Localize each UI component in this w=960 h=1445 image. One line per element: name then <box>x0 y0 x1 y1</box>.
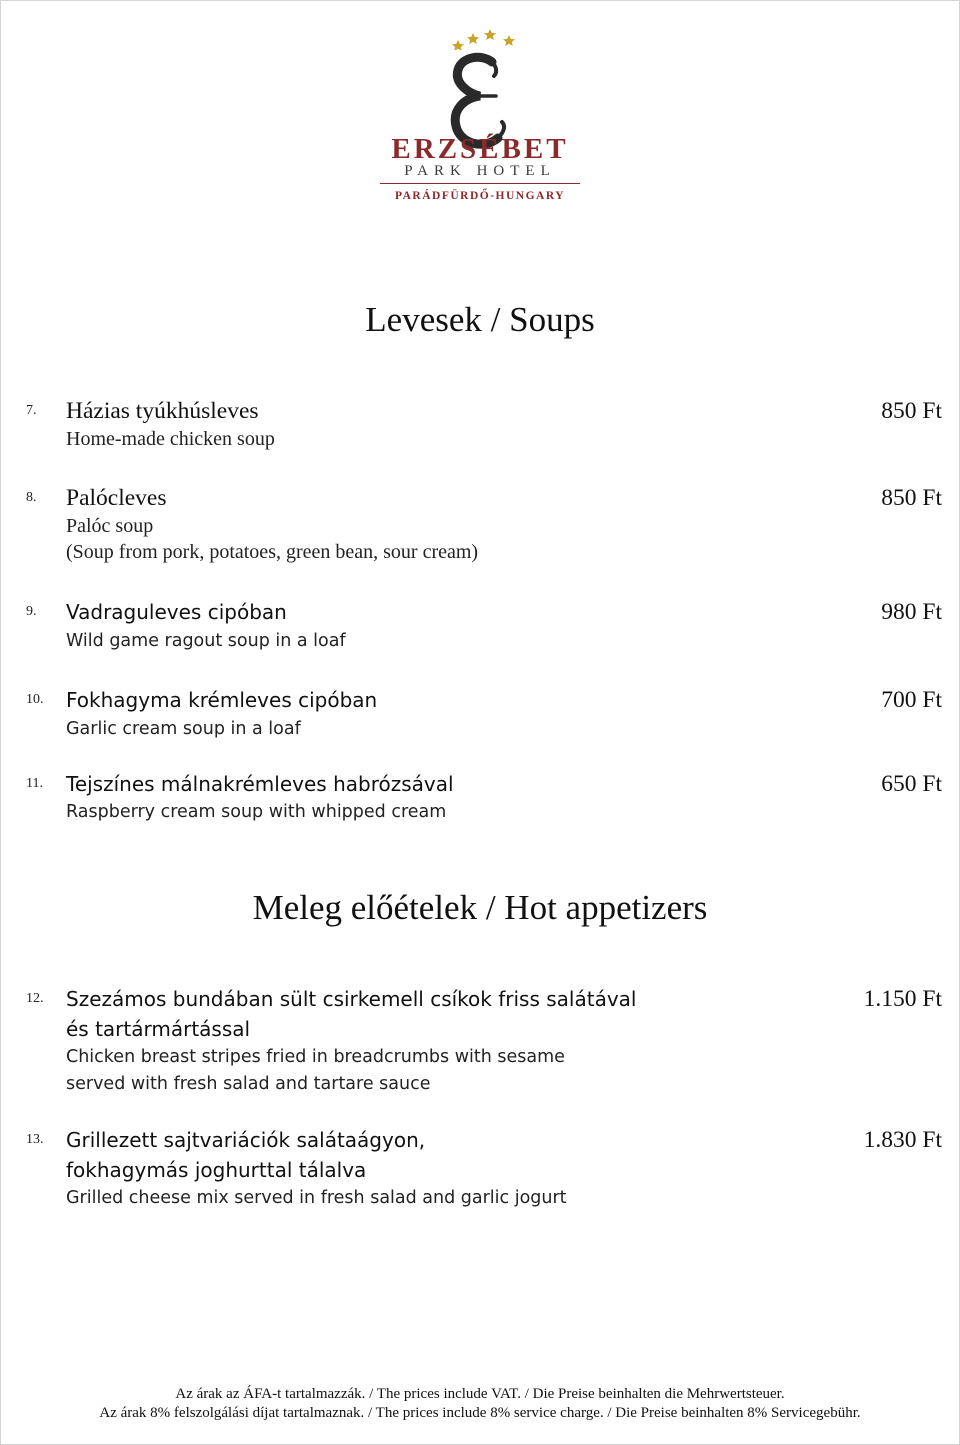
item-number: 11. <box>26 776 43 791</box>
item-number: 8. <box>26 490 37 505</box>
item-name: Vadraguleves cipóban <box>66 600 287 624</box>
item-description: Wild game ragout soup in a loaf <box>66 631 346 651</box>
item-description: Home-made chicken soup <box>66 428 275 450</box>
item-description: Chicken breast stripes fried in breadcrumbs with sesame <box>66 1047 565 1067</box>
item-name: Házias tyúkhúsleves <box>66 398 259 424</box>
item-description: Raspberry cream soup with whipped cream <box>66 802 447 822</box>
item-price: 850 Ft <box>881 398 942 424</box>
logo-place: PARÁDFÜRDŐ-HUNGARY <box>394 190 566 202</box>
footer-service-note: Az árak 8% felszolgálási díjat tartalmaznak. / The prices include 8% service charge. / Die Preise beinhalten 8% Servicegebühr. <box>99 1405 861 1421</box>
footer-vat-note: Az árak az ÁFA-t tartalmazzák. / The prices include VAT. / Die Preise beinhalten die Mehrwertsteuer. <box>175 1386 785 1402</box>
item-number: 10. <box>26 692 44 707</box>
item-name: és tartármártással <box>66 1017 251 1041</box>
section-title-hot-appetizers: Meleg előételek / Hot appetizers <box>252 888 708 927</box>
item-description: served with fresh salad and tartare sauce <box>66 1074 431 1094</box>
stars-icon <box>450 28 520 50</box>
item-price: 850 Ft <box>881 485 942 511</box>
item-name: Palócleves <box>66 485 167 511</box>
logo-divider <box>380 183 580 184</box>
item-description: Garlic cream soup in a loaf <box>66 719 301 739</box>
item-name: Fokhagyma krémleves cipóban <box>66 688 378 712</box>
item-name: Tejszínes málnakrémleves habrózsával <box>66 772 454 796</box>
item-number: 12. <box>26 991 44 1006</box>
item-name: Szezámos bundában sült csirkemell csíkok friss salátával <box>66 987 637 1011</box>
item-price: 700 Ft <box>881 687 942 713</box>
item-price: 650 Ft <box>881 771 942 797</box>
item-description: Grilled cheese mix served in fresh salad and garlic jogurt <box>66 1188 567 1208</box>
item-number: 7. <box>26 403 37 418</box>
item-number: 13. <box>26 1132 44 1147</box>
item-description: Palóc soup <box>66 515 154 537</box>
item-price: 1.150 Ft <box>863 986 942 1012</box>
item-price: 980 Ft <box>881 599 942 625</box>
item-description: (Soup from pork, potatoes, green bean, sour cream) <box>66 541 479 563</box>
item-price: 1.830 Ft <box>863 1127 942 1153</box>
logo-subtitle: PARK HOTEL <box>404 163 556 179</box>
logo-name: ERZSÉBET <box>391 133 569 165</box>
item-name: Grillezett sajtvariációk salátaágyon, <box>66 1128 426 1152</box>
hotel-logo <box>340 28 620 213</box>
item-number: 9. <box>26 604 37 619</box>
item-name: fokhagymás joghurttal tálalva <box>66 1158 367 1182</box>
section-title-soups: Levesek / Soups <box>365 300 595 339</box>
